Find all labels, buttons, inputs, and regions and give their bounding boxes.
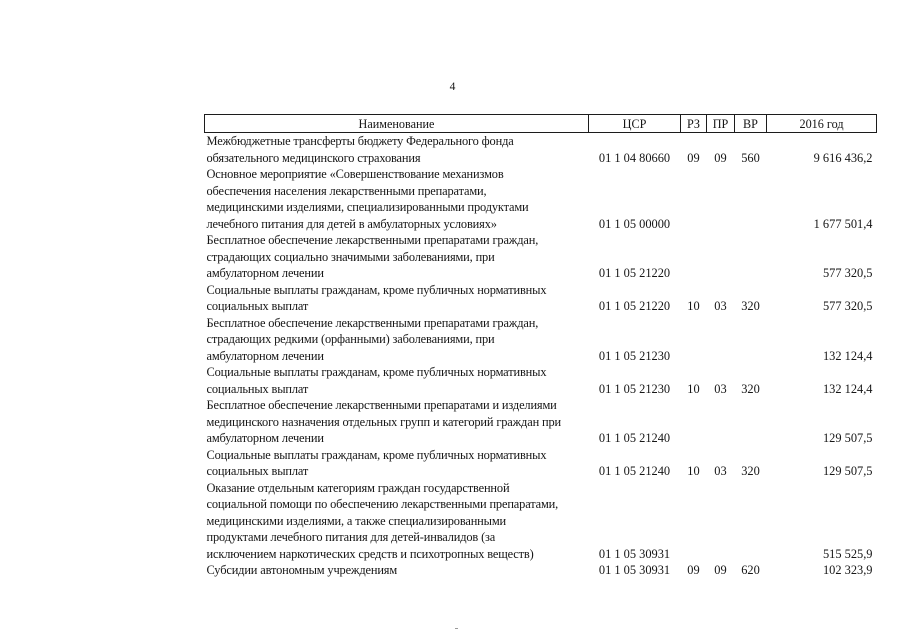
table-row <box>205 447 877 480</box>
row-name <box>205 562 589 579</box>
row-name-line: медицинскими изделиями, специализированными продуктами <box>206 200 529 214</box>
row-vr: 320 <box>741 381 760 396</box>
row-vr <box>735 166 767 232</box>
header-csr: ЦСР <box>589 115 681 133</box>
row-name-line: исключением наркотических средств и психотропных веществ) <box>206 546 534 561</box>
row-vr <box>735 232 767 282</box>
row-name-line: амбулаторном лечении <box>206 266 324 280</box>
scan-mark <box>455 628 458 629</box>
row-vr: 320 <box>741 299 760 313</box>
row-sum: 132 124,4 <box>822 348 873 363</box>
row-sum: 515 525,9 <box>822 546 873 561</box>
row-sum: 129 507,5 <box>822 464 873 478</box>
row-name-line: Бесплатное обеспечение лекарственными препаратами граждан, <box>206 233 539 247</box>
row-name-line: Социальные выплаты гражданам, кроме публичных нормативных <box>206 282 547 297</box>
row-name <box>205 480 589 563</box>
table-body <box>205 133 877 579</box>
row-name-line: социальных выплат <box>206 381 309 396</box>
row-name-line: Социальные выплаты гражданам, кроме публичных нормативных <box>206 365 547 379</box>
table-row <box>205 397 877 447</box>
header-name: Наименование <box>205 115 589 133</box>
row-vr <box>735 397 767 447</box>
row-rz: 10 <box>687 464 700 478</box>
page-number: 4 <box>449 81 456 93</box>
row-name-line: Субсидии автономным учреждениям <box>206 563 398 577</box>
row-pr <box>707 232 735 282</box>
row-name <box>205 315 589 365</box>
row-pr <box>707 397 735 447</box>
budget-table <box>204 114 877 579</box>
row-pr: 03 <box>714 299 727 313</box>
row-rz <box>681 232 707 282</box>
row-name-line: социальной помощи по обеспечению лекарственными препаратами, <box>206 497 559 511</box>
row-rz: 09 <box>687 563 700 577</box>
row-csr: 01 1 05 30931 <box>598 546 671 561</box>
row-csr: 01 1 05 21220 <box>598 299 671 313</box>
row-csr: 01 1 04 80660 <box>598 150 671 165</box>
row-pr <box>707 315 735 365</box>
row-rz <box>681 315 707 365</box>
row-name-line: Социальные выплаты гражданам, кроме публичных нормативных <box>206 447 547 462</box>
row-name-line: продуктами лечебного питания для детей-инвалидов (за <box>206 530 496 544</box>
table-row <box>205 166 877 232</box>
header-vr: ВР <box>735 115 767 133</box>
row-csr: 01 1 05 30931 <box>598 563 671 577</box>
row-name-line: страдающих социально значимыми заболеваниями, при <box>206 249 495 264</box>
header-year: 2016 год <box>767 115 877 133</box>
row-name-line: социальных выплат <box>206 299 309 313</box>
table-row <box>205 480 877 563</box>
table-row <box>205 133 877 167</box>
header-pr: ПР <box>707 115 735 133</box>
row-csr: 01 1 05 21230 <box>598 348 671 363</box>
row-pr: 09 <box>714 150 727 165</box>
header-rz: РЗ <box>681 115 707 133</box>
row-name-line: Межбюджетные трансферты бюджету Федерального фонда <box>206 134 514 148</box>
row-pr <box>707 166 735 232</box>
row-name-line: Основное мероприятие «Совершенствование механизмов <box>206 167 504 181</box>
row-sum: 9 616 436,2 <box>813 150 873 165</box>
row-rz <box>681 480 707 563</box>
row-name-line: Бесплатное обеспечение лекарственными препаратами и изделиями <box>206 398 557 412</box>
row-name <box>205 397 589 447</box>
row-csr: 01 1 05 00000 <box>598 216 671 231</box>
row-name <box>205 364 589 397</box>
row-vr <box>735 480 767 563</box>
row-vr: 560 <box>741 150 760 165</box>
row-csr: 01 1 05 21230 <box>598 381 671 396</box>
table-row <box>205 282 877 315</box>
row-pr <box>707 480 735 563</box>
row-sum: 577 320,5 <box>822 266 873 280</box>
table-row <box>205 562 877 579</box>
row-name <box>205 232 589 282</box>
row-pr: 03 <box>714 464 727 478</box>
row-name <box>205 282 589 315</box>
row-name <box>205 166 589 232</box>
row-csr: 01 1 05 21240 <box>598 431 671 445</box>
row-sum: 102 323,9 <box>822 563 873 577</box>
row-rz: 09 <box>687 150 700 165</box>
row-sum: 129 507,5 <box>822 431 873 445</box>
row-name-line: амбулаторном лечении <box>206 348 324 363</box>
table-row <box>205 315 877 365</box>
row-csr: 01 1 05 21220 <box>598 266 671 280</box>
row-vr: 320 <box>741 464 760 478</box>
row-csr: 01 1 05 21240 <box>598 464 671 478</box>
row-rz <box>681 397 707 447</box>
row-name-line: медицинского назначения отдельных групп и категорий граждан при <box>206 414 561 429</box>
table-row <box>205 232 877 282</box>
row-name-line: социальных выплат <box>206 464 309 478</box>
row-name-line: Оказание отдельным категориям граждан государственной <box>206 480 510 495</box>
row-rz: 10 <box>687 381 700 396</box>
row-name-line: обеспечения населения лекарственными препаратами, <box>206 183 487 198</box>
row-sum: 577 320,5 <box>822 299 873 313</box>
row-name-line: амбулаторном лечении <box>206 431 324 445</box>
table-row <box>205 364 877 397</box>
row-name-line: страдающих редкими (орфанными) заболеваниями, при <box>206 332 495 346</box>
row-vr: 620 <box>741 563 760 577</box>
row-sum: 132 124,4 <box>822 381 873 396</box>
row-pr: 09 <box>714 563 727 577</box>
row-name-line: обязательного медицинского страхования <box>206 150 421 165</box>
table-header-row <box>205 115 877 133</box>
row-pr: 03 <box>714 381 727 396</box>
row-vr <box>735 315 767 365</box>
row-rz: 10 <box>687 299 700 313</box>
row-name <box>205 447 589 480</box>
row-name-line: лечебного питания для детей в амбулаторных условиях» <box>206 216 497 231</box>
row-name-line: Бесплатное обеспечение лекарственными препаратами граждан, <box>206 315 539 330</box>
table-header <box>205 115 877 133</box>
row-rz <box>681 166 707 232</box>
row-sum: 1 677 501,4 <box>813 216 873 231</box>
row-name <box>205 133 589 167</box>
row-name-line: медицинскими изделиями, а также специализированными <box>206 513 507 528</box>
